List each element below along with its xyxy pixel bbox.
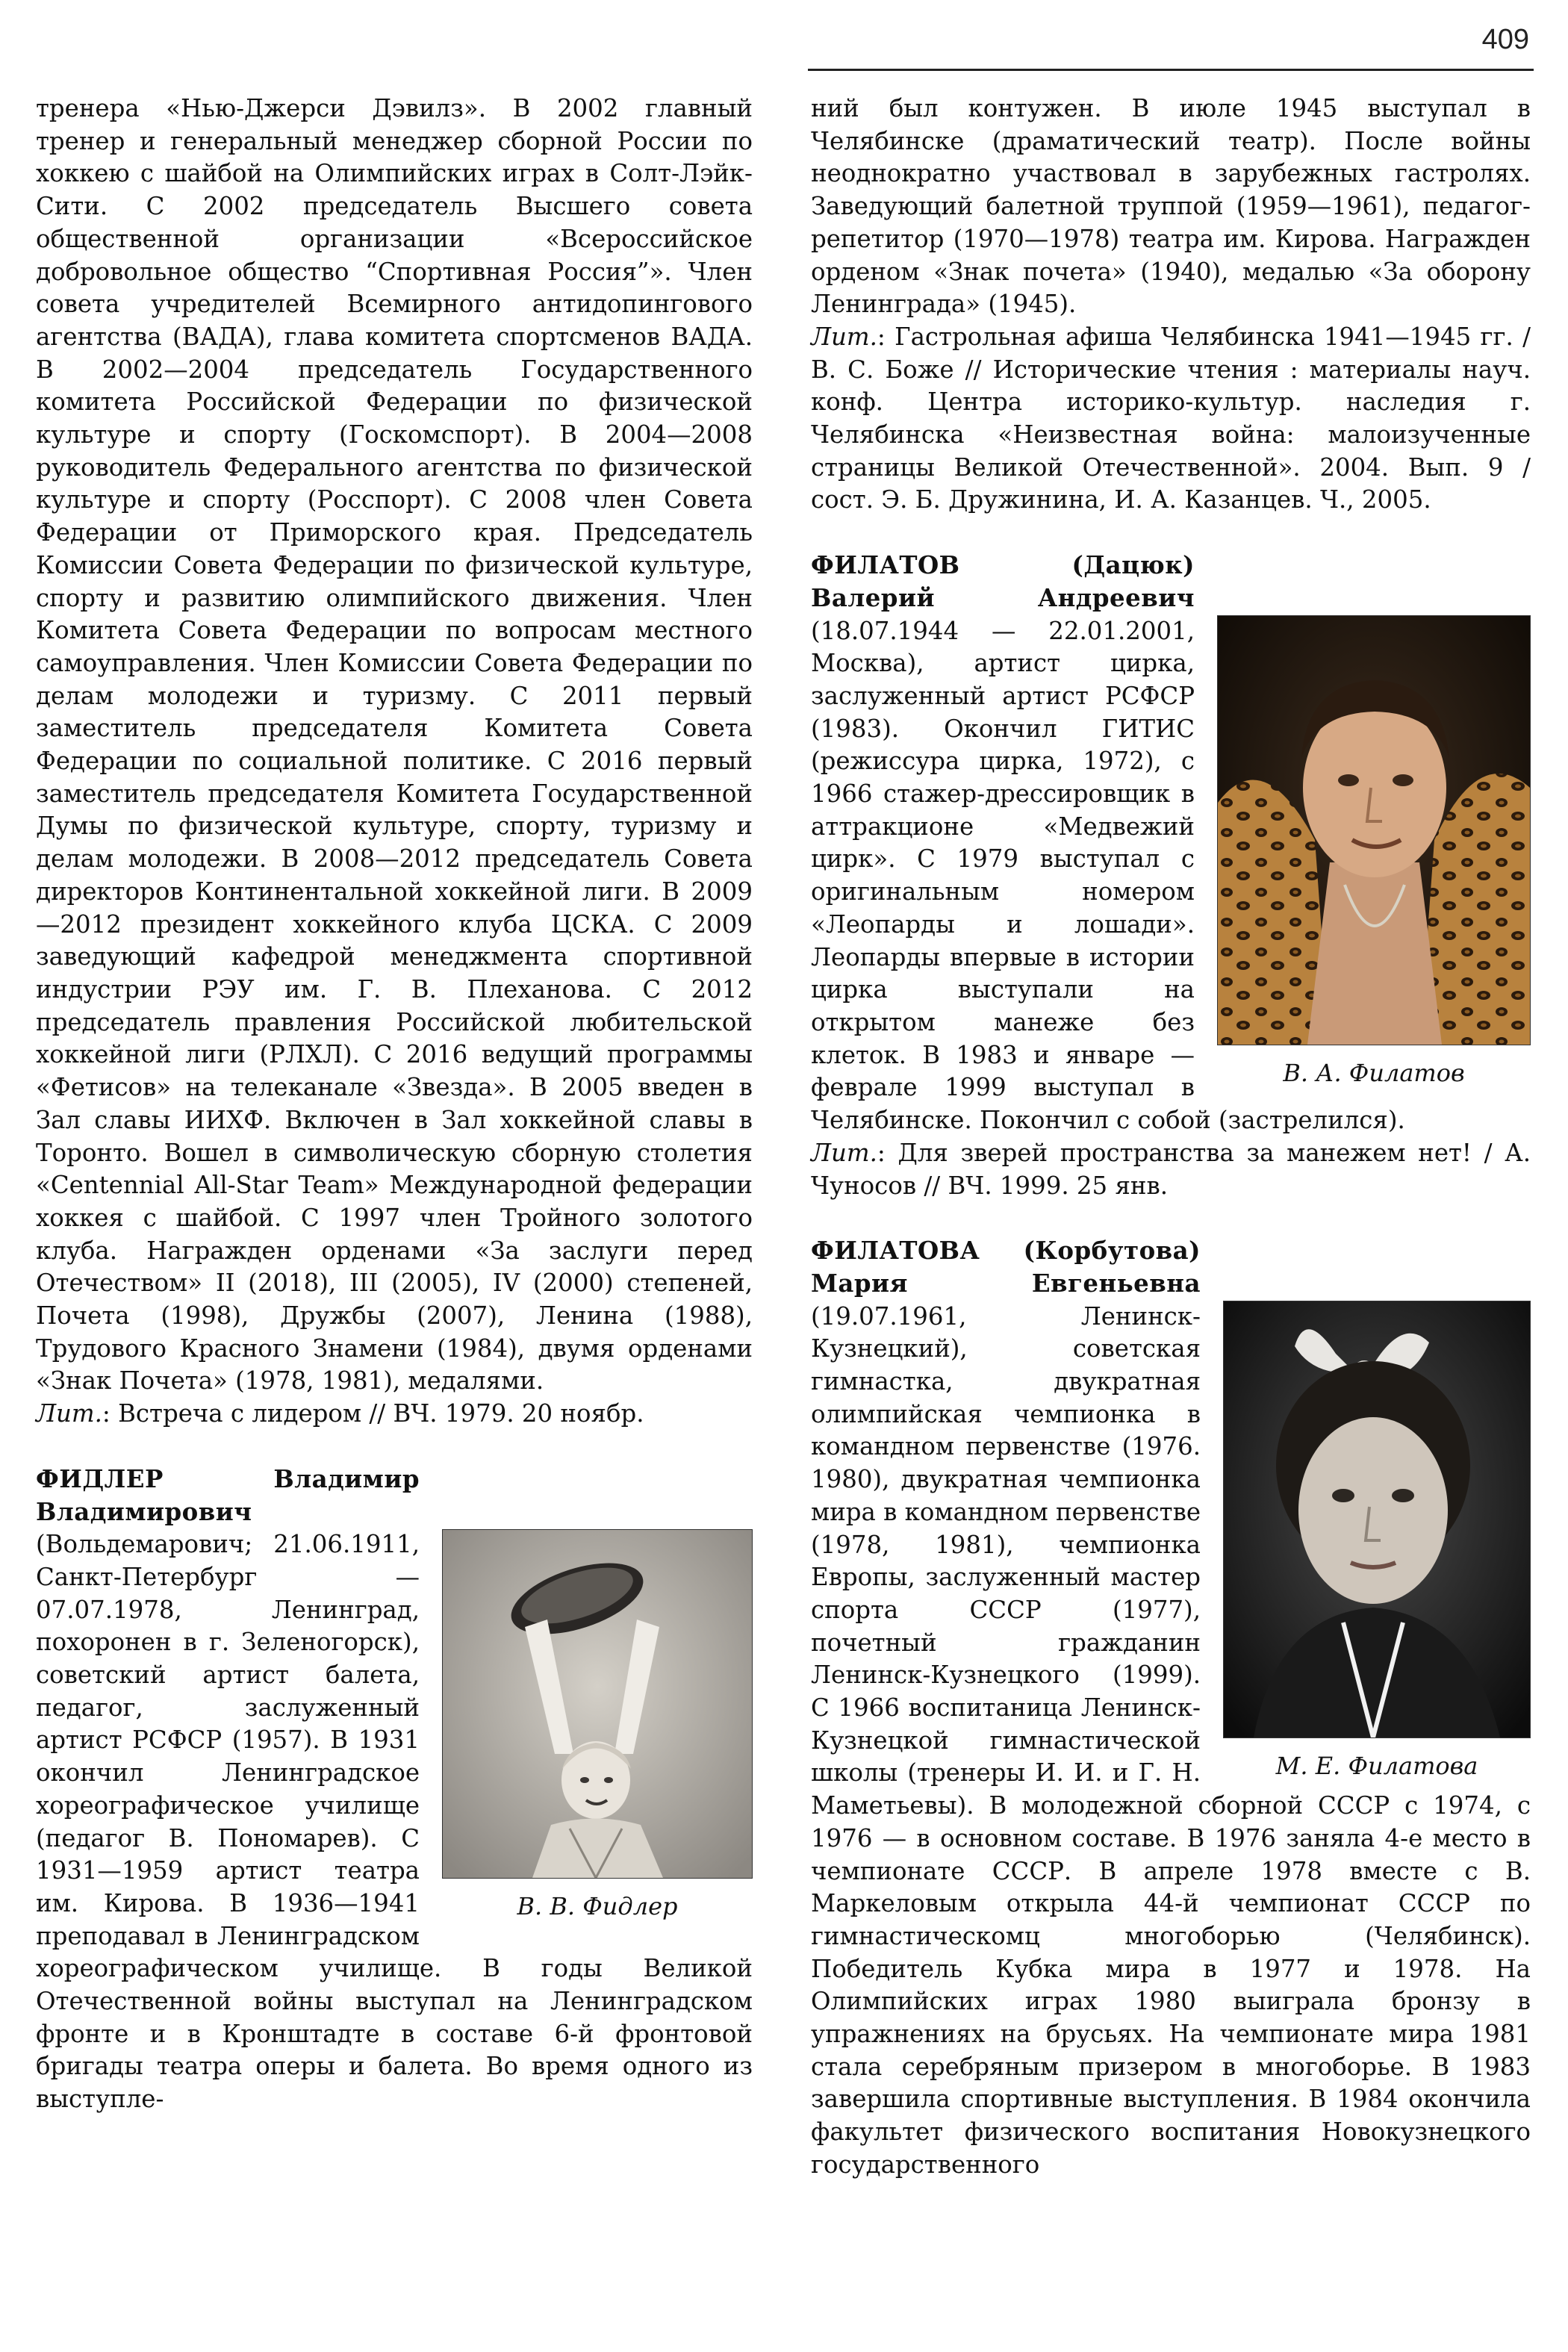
header-rule xyxy=(808,69,1534,71)
entry-filatov xyxy=(811,550,1531,1202)
photo-filatova xyxy=(1223,1301,1531,1738)
caption-filatov: В. А. Филатов xyxy=(1283,1059,1465,1088)
filatova-body: (19.07.1961, Ленинск-Кузнецкий), советская гимнастка, двукратная олимпийская чемпионка в командном первенстве (1976. 1980), двукратная чемпионка мира в командном первенстве (1978, 1981), чемпионка Европы, заслуженный мастер спорта СССР (1977), почетный гражданин Ленинск-Кузнецкого (1999). С 1966 воспитаница Ленинск-Кузнецкой гимнастической школы (тренеры И. И. и Г. Н. Маметьевы). В молодежной сборной СССР с 1974, с 1976 — в основном составе. В 1976 заняла 4-е место в чемпионате СССР. В апреле 1978 вместе с В. Маркеловым открыла 44-й чемпионат СССР по гимнастическомц многоборью (Челябинск). Победитель Кубка мира в 1977 и 1978. На Олимпийских играх 1980 выиграла бронзу в упражнениях на брусьях. На чемпионате мира 1981 стала серебряным призером в многоборье. В 1983 завершила спортивные выступления. В 1984 окончила факультет физического воспитания Новокузнецкого государственного xyxy=(811,1301,1531,2179)
fidler-continuation: ний был контужен. В июле 1945 выступал в Челябинске (драматический театр). После войны неоднократно участвовал в зарубежных гастролях. Заведующий балетной труппой (1959—1961), педагог-репетитор (1970—1978) театра им. Кирова. Награжден орденом «Знак почета» (1940), медалью «За оборону Ленинграда» (1945). xyxy=(811,94,1531,319)
filatova-name: ФИЛАТОВА (Корбутова) Мария Евгеньевна xyxy=(811,1236,1201,1298)
entry-filatova xyxy=(811,1235,1531,2181)
entry-fidler xyxy=(36,1463,753,2116)
fetisov-continuation: тренера «Нью-Джерси Дэвилз». В 2002 главный тренер и генеральный менеджер сборной России по хоккею с шайбой на Олимпийских играх в Солт-Лэйк-Сити. С 2002 председатель Высшего совета общественной организации «Всероссийское добровольное общество “Спортивная Россия”». Член совета учредителей Всемирного антидопингового агентства (ВАДА), глава комитета спортсменов ВАДА. В 2002—2004 председатель Государственного комитета Российской Федерации по физической культуре и спорту (Госкомспорт). В 2004—2008 руководитель Федерального агентства по физической культуре и спорту (Росспорт). С 2008 член Совета Федерации от Приморского края. Председатель Комиссии Совета Федерации по физической культуре, спорту и развитию олимпийского движения. Член Комитета Совета Федерации по вопросам местного самоуправления. Член Комиссии Совета Федерации по делам молодежи и туризму. С 2011 первый заместитель председателя Комитета Совета Федерации по социальной политике. С 2016 первый заместитель председателя Комитета Государственной Думы по физической культуре, спорту, туризму и делам молодежи. В 2008—2012 председатель Совета директоров Континентальной хоккейной лиги. В 2009—2012 президент хоккейного клуба ЦСКА. С 2009 заведующий кафедрой менеджмента спортивной индустрии РЭУ им. Г. В. Плеханова. С 2012 председатель правления Российской любительской хоккейной лиги (РЛХЛ). С 2016 ведущий программы «Фетисов» на телеканале «Звезда». В 2005 введен в Зал славы ИИХФ. Включен в Зал хоккейной славы в Торонто. Вошел в символическую сборную столетия «Centennial All-Star Team» Международной федерации хоккея с шайбой. С 1997 член Тройного золотого клуба. Награжден орденами «За заслуги перед Отечеством» II (2018), III (2005), IV (2000) степеней, Почета (1998), Дружбы (2007), Ленина (1988), Трудового Красного Знамени (1984), двумя орденами «Знак Почета» (1978, 1981), медалями. xyxy=(36,94,753,1396)
lit-text: : Для зверей пространства за манежем нет! / А. Чуносов // ВЧ. 1999. 25 янв. xyxy=(811,1138,1531,1200)
fetisov-literature xyxy=(36,1398,753,1431)
fidler-literature xyxy=(811,321,1531,517)
fidler-name: ФИДЛЕР Владимир Владимирович xyxy=(36,1464,420,1526)
filatov-body: (18.07.1944 — 22.01.2001, Москва), артист цирка, заслуженный артист РСФСР (1983). Окончил ГИТИС (режиссура цирка, 1972), с 1966 стажер-дрессировщик в аттракционе «Медвежий цирк». С 1979 выступал с оригинальным номером «Леопарды и лошади». Леопарды впервые в истории цирка выступали на открытом манеже без клеток. В 1983 и январе — феврале 1999 выступал в Челябинске. Покончил с собой (застрелился). xyxy=(811,616,1405,1135)
fidler-body: (Вольдемарович; 21.06.1911, Санкт-Петербург — 07.07.1978, Ленинград, похоронен в г. Зеленогорск), советский артист балета, педагог, заслуженный артист РСФСР (1957). В 1931 окончил Ленинградское хореографическое училище (педагог В. Пономарев). С 1931—1959 артист театра им. Кирова. В 1936—1941 преподавал в Ленинградском хореографическом училище. В годы Великой Отечественной войны выступал на Ленинградском фронте и в Кронштадте в составе 6-й фронтовой бригады театра оперы и балета. Во время одного из выступле- xyxy=(36,1530,753,2114)
lit-text: : Гастрольная афиша Челябинска 1941—1945 гг. / В. С. Боже // Исторические чтения : материалы науч. конф. Центра историко-культур. наследия г. Челябинска «Неизвестная война: малоизученные страницы Великой Отечественной». 2004. Вып. 9 / сост. Э. Б. Дружинина, И. А. Казанцев. Ч., 2005. xyxy=(811,322,1531,514)
figure-filatova xyxy=(1223,1301,1531,1780)
lit-label: Лит. xyxy=(811,1138,877,1167)
page-number: 409 xyxy=(1481,24,1529,55)
lit-label: Лит. xyxy=(811,322,877,351)
caption-filatova: М. Е. Филатова xyxy=(1275,1752,1478,1781)
figure-fidler xyxy=(442,1529,753,1920)
photo-fidler xyxy=(442,1529,753,1879)
right-column xyxy=(811,93,1531,2182)
filatov-name: ФИЛАТОВ (Дацюк) Валерий Андреевич xyxy=(811,551,1195,612)
lit-label: Лит. xyxy=(36,1399,102,1428)
filatov-literature xyxy=(811,1137,1531,1202)
caption-fidler: В. В. Фидлер xyxy=(517,1891,678,1920)
lit-text: : Встреча с лидером // ВЧ. 1979. 20 ноябр. xyxy=(102,1399,644,1428)
photo-filatov xyxy=(1217,615,1531,1045)
figure-filatov xyxy=(1217,615,1531,1087)
left-column xyxy=(36,93,753,2116)
